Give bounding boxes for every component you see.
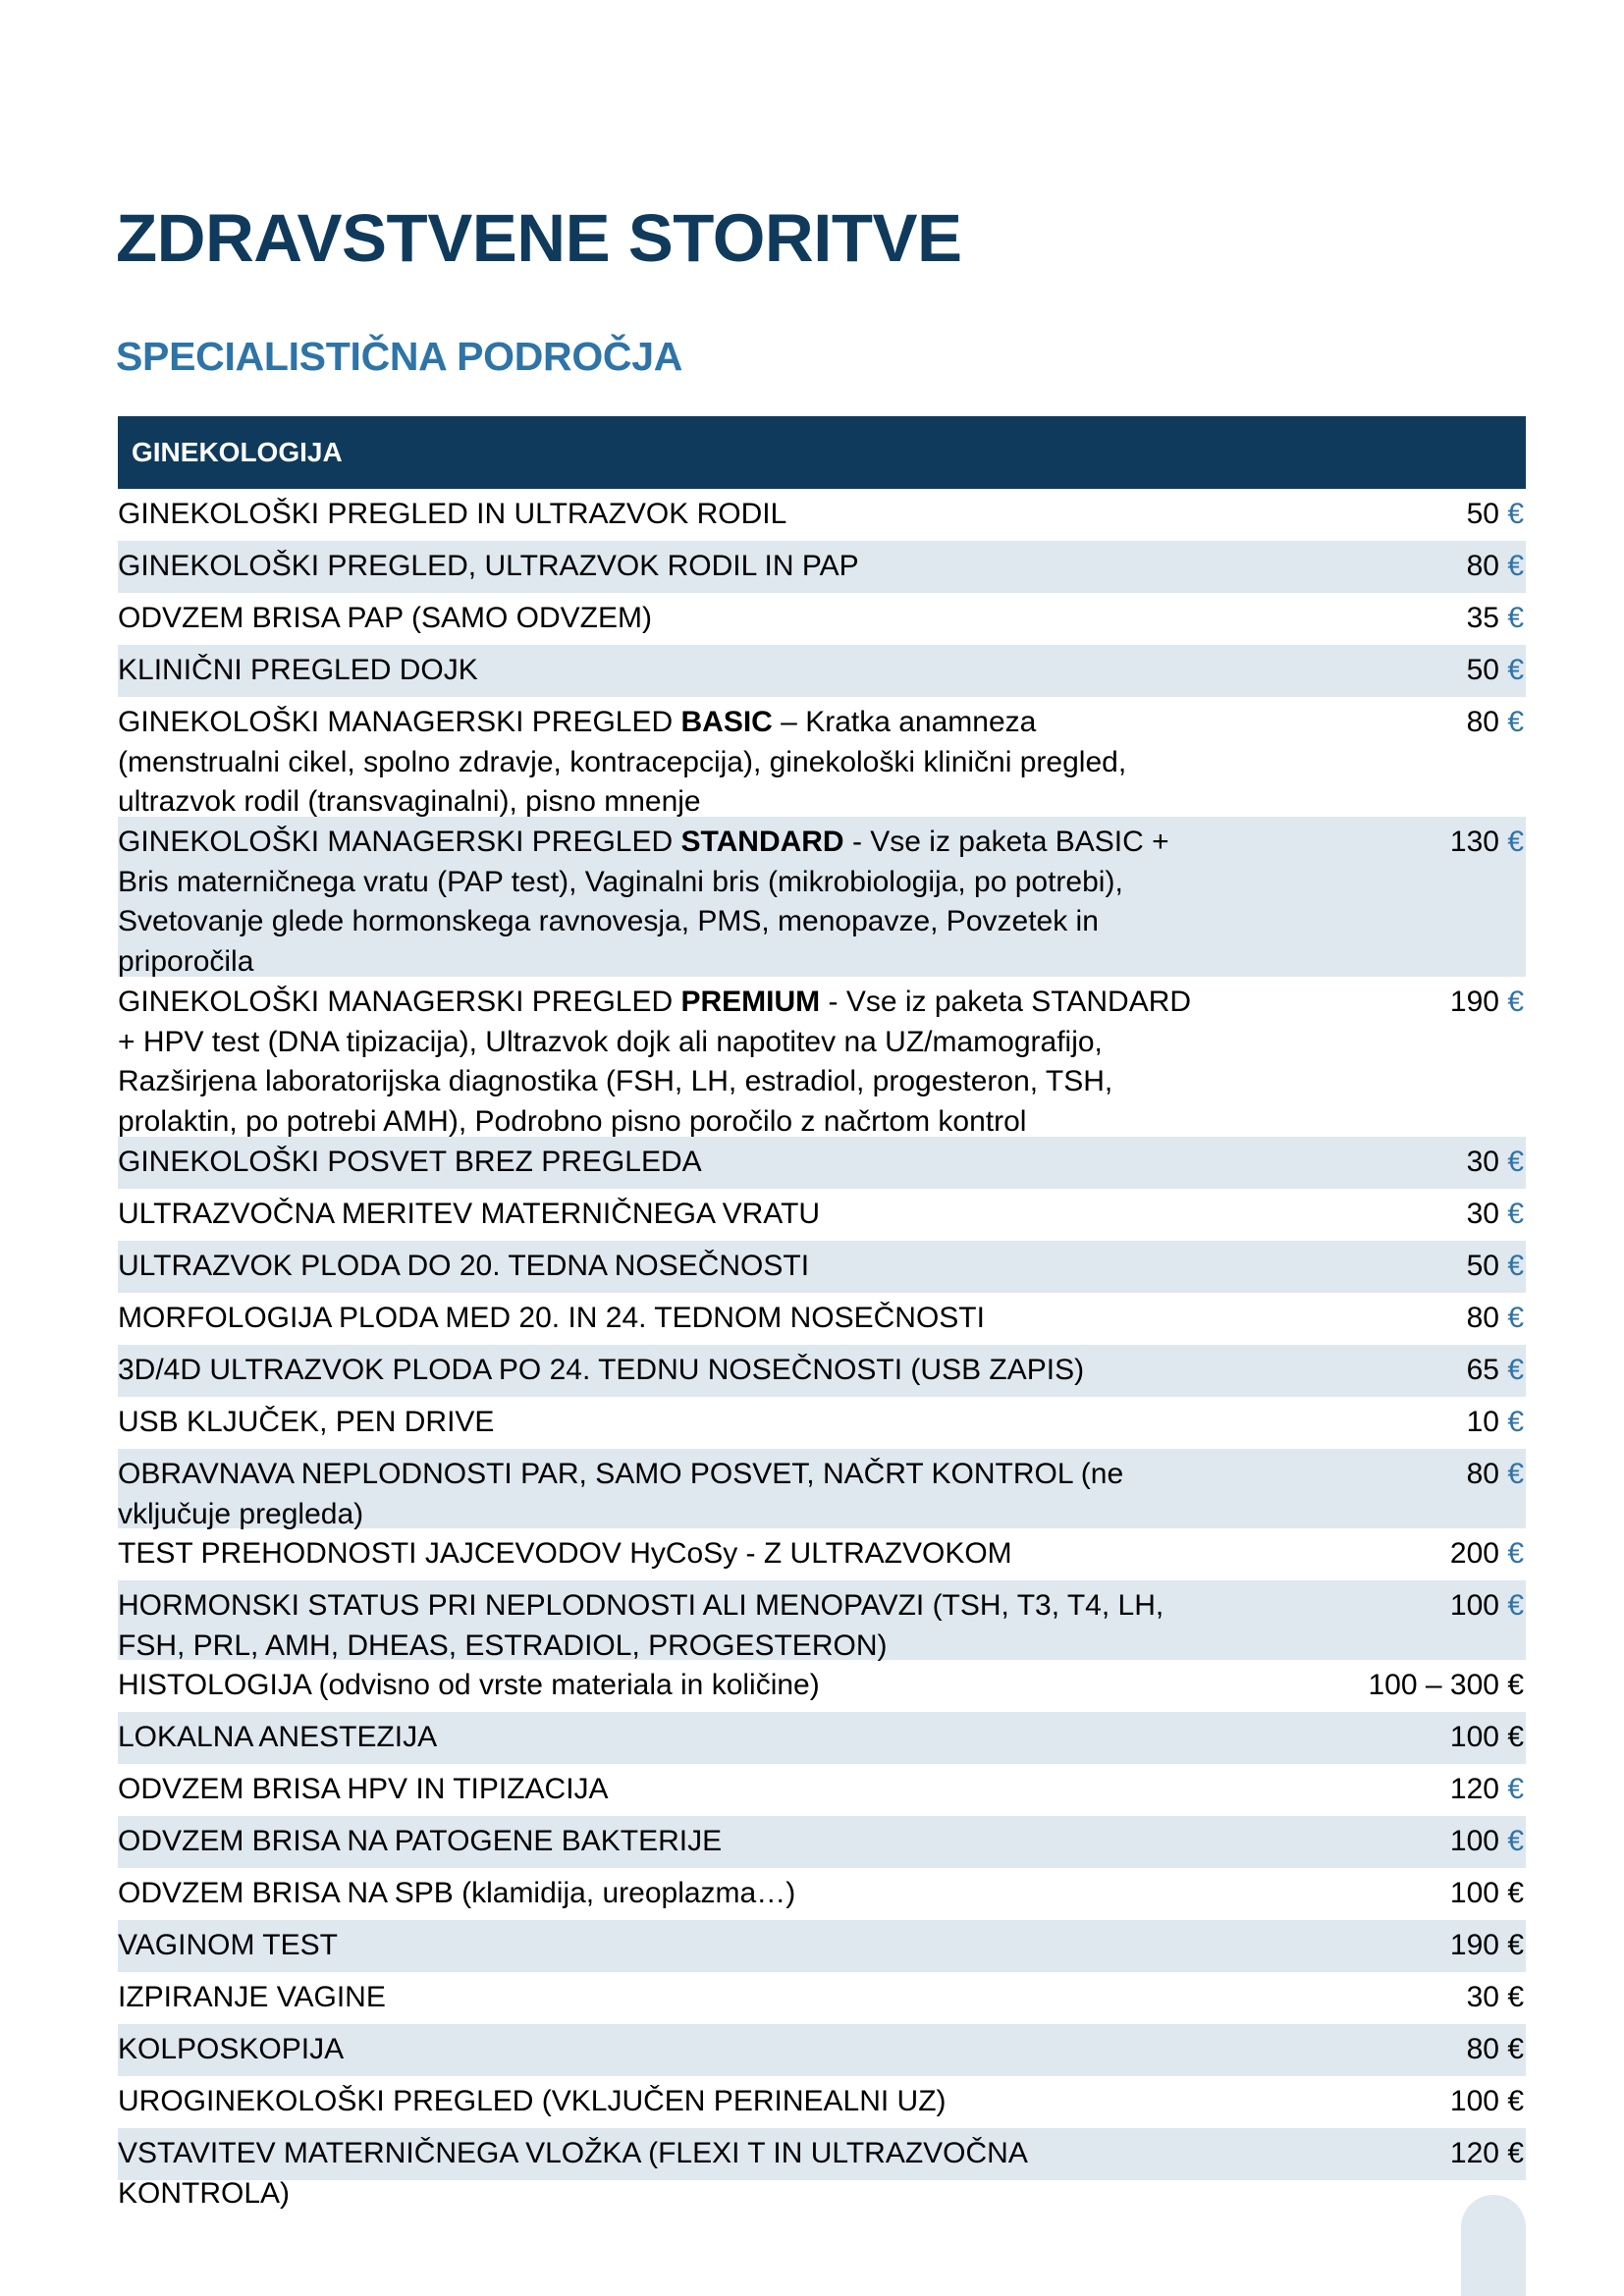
- euro-symbol: €: [1507, 986, 1524, 1018]
- service-price: [1467, 703, 1526, 743]
- table-row: [118, 1293, 1526, 1345]
- service-details: – Kratka anamneza (menstrualni cikel, spolno zdravje, kontracepcija), ginekološki klinični pregled, ultrazvok rodil (transvaginalni), pisno mnenje: [118, 706, 1127, 818]
- service-description: [118, 1770, 1198, 1810]
- table-row: [118, 541, 1526, 593]
- service-description: [118, 1822, 1198, 1862]
- service-name: VAGINOM TEST: [118, 1929, 338, 1961]
- service-price: [1467, 599, 1526, 639]
- service-name: ULTRAZVOČNA MERITEV MATERNIČNEGA VRATU: [118, 1198, 821, 1230]
- table-row: [118, 1241, 1526, 1293]
- table-row: [118, 1920, 1526, 1972]
- service-price: [1467, 1403, 1526, 1443]
- package-tier: STANDARD: [680, 826, 844, 858]
- euro-symbol: €: [1507, 2033, 1524, 2065]
- euro-symbol: €: [1507, 706, 1524, 738]
- price-amount: 50: [1466, 498, 1499, 530]
- euro-symbol: €: [1507, 1929, 1524, 1961]
- price-amount: 10: [1466, 1406, 1499, 1438]
- service-price: [1467, 1299, 1526, 1339]
- service-description: [118, 983, 1198, 1142]
- price-amount: 100: [1449, 1721, 1499, 1753]
- service-description: [118, 1718, 1198, 1758]
- service-name: GINEKOLOŠKI PREGLED IN ULTRAZVOK RODIL: [118, 498, 787, 530]
- table-row: [118, 1972, 1526, 2024]
- euro-symbol: €: [1507, 1721, 1524, 1753]
- service-price: [1450, 1770, 1526, 1810]
- service-price: [1369, 1666, 1527, 1706]
- euro-symbol: €: [1507, 1773, 1524, 1805]
- service-description: [118, 1586, 1198, 1666]
- table-row: [118, 1137, 1526, 1189]
- euro-symbol: €: [1507, 550, 1524, 582]
- service-price: [1450, 823, 1526, 863]
- euro-symbol: €: [1507, 1981, 1524, 2013]
- table-row: [118, 1528, 1526, 1580]
- service-name: KOLPOSKOPIJA: [118, 2033, 345, 2065]
- service-name: ULTRAZVOK PLODA DO 20. TEDNA NOSEČNOSTI: [118, 1250, 810, 1282]
- euro-symbol: €: [1507, 1198, 1524, 1230]
- service-name: GINEKOLOŠKI MANAGERSKI PREGLED: [118, 986, 681, 1018]
- service-description: [118, 1455, 1198, 1534]
- price-amount: 35: [1466, 602, 1499, 634]
- euro-symbol: €: [1507, 1250, 1524, 1282]
- service-description: [118, 495, 1198, 535]
- page-tab: [1461, 2195, 1526, 2296]
- table-row: [118, 1580, 1526, 1660]
- service-name: MORFOLOGIJA PLODA MED 20. IN 24. TEDNOM NOSEČNOSTI: [118, 1302, 985, 1334]
- service-description: [118, 703, 1198, 823]
- price-amount: 100: [1449, 1877, 1499, 1909]
- service-description: [118, 1534, 1198, 1575]
- table-row: [118, 2024, 1526, 2076]
- table-row: [118, 1449, 1526, 1528]
- table-row: [118, 593, 1526, 645]
- service-description: [118, 1874, 1198, 1914]
- service-name: TEST PREHODNOSTI JAJCEVODOV HyCoSy - Z ULTRAZVOKOM: [118, 1537, 1012, 1570]
- service-name: HISTOLOGIJA (odvisno od vrste materiala in količine): [118, 1669, 820, 1701]
- price-amount: 130: [1449, 826, 1499, 858]
- service-description: [118, 1143, 1198, 1183]
- table-row: [118, 2076, 1526, 2128]
- euro-symbol: €: [1507, 1302, 1524, 1334]
- euro-symbol: €: [1507, 1354, 1524, 1386]
- service-name: UROGINEKOLOŠKI PREGLED (VKLJUČEN PERINEALNI UZ): [118, 2085, 947, 2117]
- service-details: - Vse iz paketa BASIC + Bris materničnega vratu (PAP test), Vaginalni bris (mikrobiologija, po potrebi), Svetovanje glede hormonskega ravnovesja, PMS, menopavze, Povzetek in priporočila: [118, 826, 1169, 978]
- price-amount: 80: [1466, 1458, 1499, 1490]
- price-amount: 100: [1449, 1825, 1499, 1857]
- price-amount: 30: [1466, 1198, 1499, 1230]
- service-price: [1450, 1718, 1526, 1758]
- table-row: [118, 697, 1526, 817]
- price-table: [118, 416, 1526, 2210]
- table-row: [118, 1345, 1526, 1397]
- service-price: [1467, 1978, 1526, 2018]
- service-name: USB KLJUČEK, PEN DRIVE: [118, 1406, 495, 1438]
- service-name: GINEKOLOŠKI PREGLED, ULTRAZVOK RODIL IN PAP: [118, 550, 859, 582]
- service-name: HORMONSKI STATUS PRI NEPLODNOSTI ALI MENOPAVZI (TSH, T3, T4, LH, FSH, PRL, AMH, DHEAS, ESTRADIOL, PROGESTERON): [118, 1589, 1164, 1662]
- service-price: [1450, 1926, 1526, 1966]
- euro-symbol: €: [1507, 1537, 1524, 1570]
- table-row: [118, 1816, 1526, 1868]
- service-name: ODVZEM BRISA PAP (SAMO ODVZEM): [118, 602, 652, 634]
- service-price: [1467, 1195, 1526, 1235]
- table-row: [118, 2128, 1526, 2210]
- service-price: [1450, 1874, 1526, 1914]
- price-amount: 30: [1466, 1981, 1499, 2013]
- price-amount: 80: [1466, 706, 1499, 738]
- service-name: KLINIČNI PREGLED DOJK: [118, 654, 478, 686]
- table-row: [118, 1868, 1526, 1920]
- service-price: [1467, 651, 1526, 691]
- service-description: [118, 651, 1198, 691]
- euro-symbol: €: [1507, 1825, 1524, 1857]
- table-row: [118, 1764, 1526, 1816]
- price-amount: 100 – 300: [1368, 1669, 1499, 1701]
- service-description: [118, 2030, 1198, 2070]
- euro-symbol: €: [1507, 1877, 1524, 1909]
- service-price: [1467, 2030, 1526, 2070]
- euro-symbol: €: [1507, 2085, 1524, 2117]
- package-tier: PREMIUM: [680, 986, 821, 1018]
- price-amount: 100: [1449, 1589, 1499, 1622]
- service-description: [118, 599, 1198, 639]
- service-name: ODVZEM BRISA NA PATOGENE BAKTERIJE: [118, 1825, 723, 1857]
- service-name: LOKALNA ANESTEZIJA: [118, 1721, 438, 1753]
- price-amount: 30: [1466, 1146, 1499, 1178]
- table-row: [118, 977, 1526, 1137]
- euro-symbol: €: [1507, 1406, 1524, 1438]
- service-price: [1467, 1143, 1526, 1183]
- euro-symbol: €: [1507, 602, 1524, 634]
- euro-symbol: €: [1507, 2137, 1524, 2169]
- service-description: [118, 823, 1198, 982]
- service-price: [1467, 1351, 1526, 1391]
- service-description: [118, 2134, 1198, 2214]
- service-name: 3D/4D ULTRAZVOK PLODA PO 24. TEDNU NOSEČNOSTI (USB ZAPIS): [118, 1354, 1085, 1386]
- service-price: [1450, 2134, 1526, 2174]
- service-description: [118, 1299, 1198, 1339]
- table-row: [118, 1712, 1526, 1764]
- euro-symbol: €: [1507, 498, 1524, 530]
- section-title: SPECIALISTIČNA PODROČJA: [116, 334, 683, 379]
- price-amount: 100: [1449, 2085, 1499, 2117]
- price-amount: 120: [1449, 2137, 1499, 2169]
- euro-symbol: €: [1507, 654, 1524, 686]
- euro-symbol: €: [1507, 826, 1524, 858]
- table-row: [118, 1397, 1526, 1449]
- price-amount: 120: [1449, 1773, 1499, 1805]
- service-price: [1467, 1455, 1526, 1495]
- package-tier: BASIC: [680, 706, 773, 738]
- price-amount: 190: [1449, 986, 1499, 1018]
- service-name: ODVZEM BRISA HPV IN TIPIZACIJA: [118, 1773, 609, 1805]
- service-description: [118, 2082, 1198, 2122]
- table-row: [118, 1660, 1526, 1712]
- table-row: [118, 1189, 1526, 1241]
- service-description: [118, 1666, 1198, 1706]
- service-description: [118, 1247, 1198, 1287]
- service-description: [118, 547, 1198, 587]
- price-amount: 80: [1466, 1302, 1499, 1334]
- service-name: IZPIRANJE VAGINE: [118, 1981, 386, 2013]
- table-header: GINEKOLOGIJA: [118, 416, 1526, 489]
- service-price: [1450, 983, 1526, 1023]
- service-description: [118, 1926, 1198, 1966]
- service-price: [1467, 495, 1526, 535]
- service-price: [1450, 1822, 1526, 1862]
- service-name: GINEKOLOŠKI POSVET BREZ PREGLEDA: [118, 1146, 702, 1178]
- service-details: - Vse iz paketa STANDARD + HPV test (DNA tipizacija), Ultrazvok dojk ali napotitev na UZ/mamografijo, Razširjena laboratorijska diagnostika (FSH, LH, estradiol, progesteron, TSH, prolaktin, po potrebi AMH), Podrobno pisno poročilo z načrtom kontrol: [118, 986, 1192, 1138]
- service-description: [118, 1978, 1198, 2018]
- service-description: [118, 1195, 1198, 1235]
- table-row: [118, 645, 1526, 697]
- service-name: VSTAVITEV MATERNIČNEGA VLOŽKA (FLEXI T IN ULTRAZVOČNA KONTROLA): [118, 2137, 1027, 2210]
- service-price: [1450, 2082, 1526, 2122]
- table-body: [118, 489, 1526, 2210]
- service-description: [118, 1351, 1198, 1391]
- price-amount: 65: [1466, 1354, 1499, 1386]
- service-price: [1467, 1247, 1526, 1287]
- service-price: [1450, 1534, 1526, 1575]
- euro-symbol: €: [1507, 1458, 1524, 1490]
- service-name: ODVZEM BRISA NA SPB (klamidija, ureoplazma…): [118, 1877, 796, 1909]
- euro-symbol: €: [1507, 1146, 1524, 1178]
- service-price: [1467, 547, 1526, 587]
- service-name: GINEKOLOŠKI MANAGERSKI PREGLED: [118, 826, 681, 858]
- service-price: [1450, 1586, 1526, 1627]
- page-title: ZDRAVSTVENE STORITVE: [116, 200, 962, 276]
- price-amount: 80: [1466, 2033, 1499, 2065]
- service-name: OBRAVNAVA NEPLODNOSTI PAR, SAMO POSVET, NAČRT KONTROL (ne vključuje pregleda): [118, 1458, 1124, 1530]
- price-amount: 200: [1449, 1537, 1499, 1570]
- table-row: [118, 817, 1526, 977]
- price-amount: 80: [1466, 550, 1499, 582]
- service-name: GINEKOLOŠKI MANAGERSKI PREGLED: [118, 706, 681, 738]
- service-description: [118, 1403, 1198, 1443]
- price-amount: 50: [1466, 1250, 1499, 1282]
- euro-symbol: €: [1507, 1669, 1524, 1701]
- price-amount: 50: [1466, 654, 1499, 686]
- price-amount: 190: [1449, 1929, 1499, 1961]
- table-row: [118, 489, 1526, 541]
- euro-symbol: €: [1507, 1589, 1524, 1622]
